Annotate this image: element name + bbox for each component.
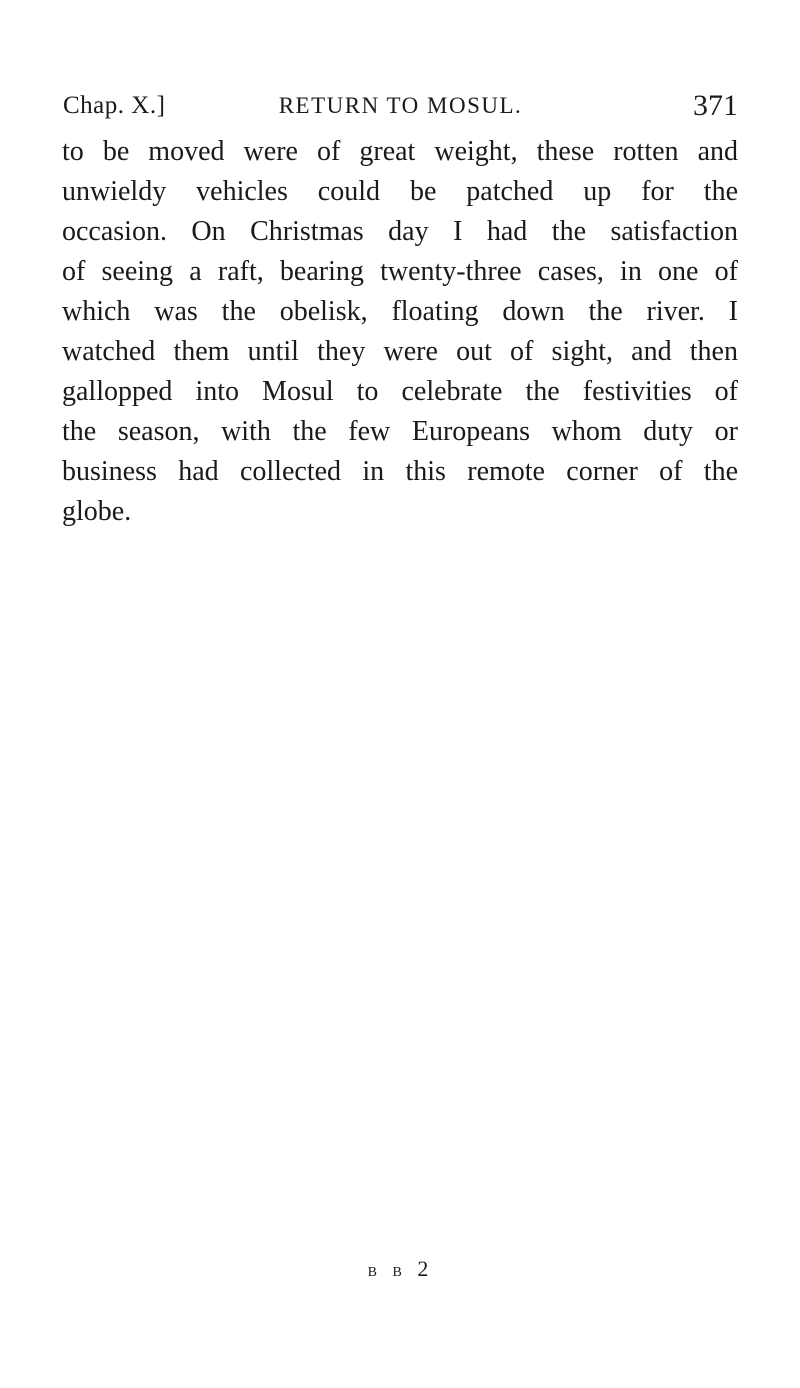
chapter-label: Chap. X.] [63, 92, 166, 119]
text-line: gallopped into Mosul to celebrate the festivities of [62, 376, 738, 407]
body-text [62, 132, 738, 532]
text-line: the season, with the few Europeans whom duty or [62, 416, 738, 447]
printer-signature [0, 1254, 800, 1288]
text-line: watched them until they were out of sight, and then [62, 336, 738, 367]
signature-letters: B B [367, 1265, 408, 1280]
text-line: globe. [62, 496, 132, 527]
page-title: RETURN TO MOSUL. [278, 93, 523, 118]
text-line: which was the obelisk, floating down the river. I [62, 296, 738, 327]
text-line: unwieldy vehicles could be patched up for the [62, 176, 738, 207]
signature-number: 2 [417, 1256, 433, 1281]
text-line: to be moved were of great weight, these rotten and [62, 136, 738, 167]
running-head [63, 86, 738, 126]
text-line: occasion. On Christmas day I had the satisfaction [62, 216, 738, 247]
page-number: 371 [693, 89, 738, 122]
text-line: business had collected in this remote corner of the [62, 456, 738, 487]
text-line: of seeing a raft, bearing twenty-three cases, in one of [62, 256, 738, 287]
